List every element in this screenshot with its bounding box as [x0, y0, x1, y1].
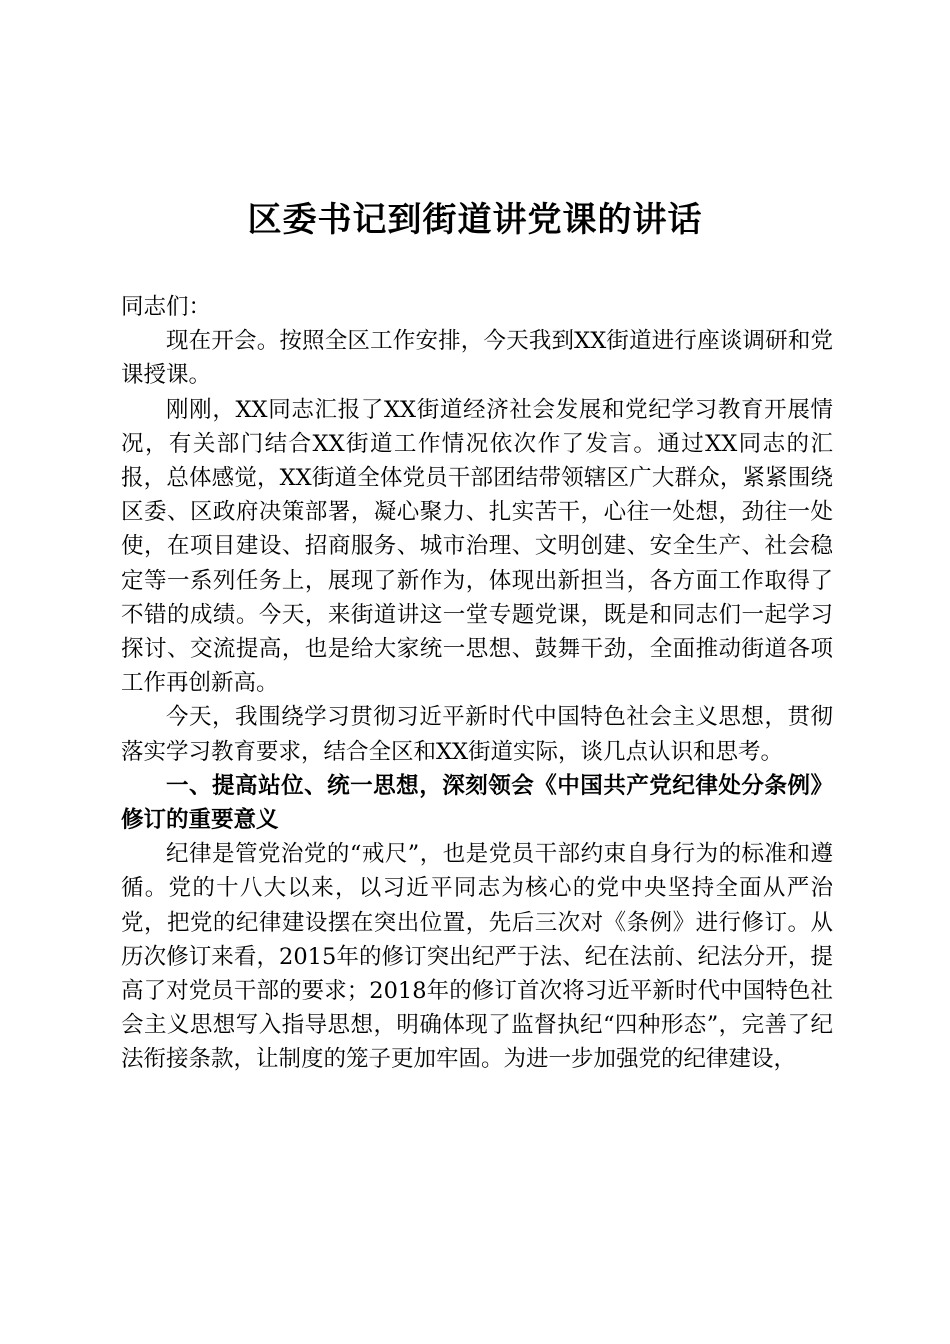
- document-title: 区委书记到街道讲党课的讲话: [247, 200, 703, 240]
- paragraph-topic-intro: 今天，我围绕学习贯彻习近平新时代中国特色社会主义思想，贯彻落实学习教育要求，结合全区和XX街道实际，谈几点认识和思考。: [121, 704, 833, 765]
- paragraph-opening: 现在开会。按照全区工作安排，今天我到XX街道进行座谈调研和党课授课。: [121, 328, 833, 389]
- salutation: 同志们：: [121, 294, 212, 320]
- section-heading: 一、提高站位、统一思想，深刻领会《中国共产党纪律处分条例》修订的重要意义: [121, 772, 833, 834]
- document-body: [121, 290, 833, 1077]
- paragraph-report-summary: 刚刚，XX同志汇报了XX街道经济社会发展和党纪学习教育开展情况，有关部门结合XX街道工作情况依次作了发言。通过XX同志的汇报，总体感觉，XX街道全体党员干部团结带领辖区广大群众，紧紧围绕区委、区政府决策部署，凝心聚力、扎实苦干，心往一处想，劲往一处使，在项目建设、招商服务、城市治理、文明创建、安全生产、社会稳定等一系列任务上，展现了新作为，体现出新担当，各方面工作取得了不错的成绩。今天，来街道讲这一堂专题党课，既是和同志们一起学习探讨、交流提高，也是给大家统一思想、鼓舞干劲，全面推动街道各项工作再创新高。: [121, 396, 833, 697]
- paragraph-discipline: 纪律是管党治党的“戒尺”，也是党员干部约束自身行为的标准和遵循。党的十八大以来，以习近平同志为核心的党中央坚持全面从严治党，把党的纪律建设摆在突出位置，先后三次对《条例》进行修订。从历次修订来看，2015年的修订突出纪严于法、纪在法前、纪法分开，提高了对党员干部的要求；2018年的修订首次将习近平新时代中国特色社会主义思想写入指导思想，明确体现了监督执纪“四种形态”，完善了纪法衔接条款，让制度的笼子更加牢固。为进一步加强党的纪律建设，: [121, 841, 833, 1073]
